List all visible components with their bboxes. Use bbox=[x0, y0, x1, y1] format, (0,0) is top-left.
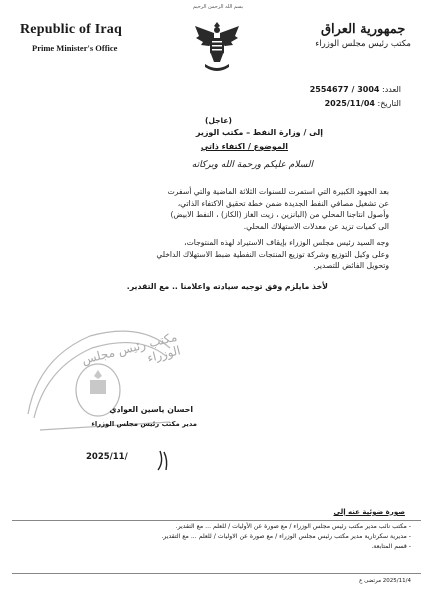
paragraph-1-line-1: بعد الجهود الكبيرة التي استمرت للسنوات الثلاثة الماضية والتي أسفرت bbox=[167, 187, 389, 196]
iraq-eagle-emblem-icon bbox=[193, 16, 241, 80]
footer-divider bbox=[12, 520, 421, 521]
letter-date bbox=[325, 99, 401, 108]
date-label: التاريخ: bbox=[377, 99, 401, 108]
country-name-ar: جمهورية العراق bbox=[320, 22, 406, 37]
paragraph-2-line-1: وجه السيد رئيس مجلس الوزراء بإيقاف الاستيراد لهذه المنتوجات، bbox=[184, 238, 389, 247]
recipient-line: إلى / وزارة النفط – مكتب الوزير bbox=[195, 128, 323, 137]
country-name-en: Republic of Iraq bbox=[20, 22, 122, 37]
bottom-note: 2025/11/4 مرتضى ع bbox=[359, 578, 411, 584]
copy-recipient-2: - مديرية سكرتارية مدير مكتب رئيس مجلس الوزراء / مع صورة عن الاوليات / للعلم ... مع التقدير. bbox=[161, 533, 411, 540]
letterhead-english bbox=[20, 22, 122, 53]
paragraph-1-line-4: الى كميات تزيد عن معدلات الاستهلاك المحلي. bbox=[243, 221, 389, 231]
greeting: السلام عليكم ورحمة الله وبركاته bbox=[191, 160, 313, 170]
paragraph-1-line-2: عن تشغيل مصافي النفط الجديدة ضمن خطة تحقيق الاكتفاء الذاتي، bbox=[177, 198, 389, 208]
copy-recipient-3: - قسم المتابعة. bbox=[371, 543, 411, 550]
letterhead-arabic bbox=[315, 22, 411, 49]
paragraph-1 bbox=[33, 186, 389, 232]
closing-line: لأخذ مايلزم وفق توجيه سيادته واعلامنا .. مع التقدير. bbox=[126, 282, 328, 291]
basmala-calligraphy: بسم الله الرحمن الرحيم bbox=[192, 4, 244, 10]
seal-text: مكتب رئيس مجلس الوزراء bbox=[80, 329, 182, 367]
office-name-ar: مكتب رئيس مجلس الوزراء bbox=[315, 39, 411, 49]
subject-line: الموضوع / اكتفاء ذاتي bbox=[200, 142, 288, 151]
number-label: العدد: bbox=[382, 85, 401, 94]
paragraph-2 bbox=[33, 237, 389, 272]
handwritten-signature bbox=[120, 448, 190, 472]
reference-number bbox=[310, 85, 401, 94]
signer-name: احسان ياسين العوادي bbox=[109, 405, 193, 414]
copy-recipient-1: - مكتب نائب مدير مكتب رئيس مجلس الوزراء / مع صورة عن الأوليات / للعلم ... مع التقدير. bbox=[175, 523, 411, 530]
paragraph-1-line-3: وأصول انتاجنا المحلي من (البانزين ، زيت الغاز (الكاز) ، النفط الابيض) bbox=[170, 210, 389, 219]
copies-heading: صورة ضوئية عنه إلى bbox=[333, 508, 405, 516]
copies-list bbox=[21, 522, 411, 552]
paragraph-2-line-2: وعلى وكيل التوزيع وشركة توزيع المنتجات النفطية ضبط الاستهلاك الداخلي bbox=[156, 249, 389, 259]
number-value: 2554677 / 3004 bbox=[309, 85, 380, 94]
bottom-divider bbox=[12, 573, 421, 574]
urgent-marker: (عاجل) bbox=[205, 116, 232, 125]
signature-date: 2025/11/ bbox=[86, 452, 128, 462]
signer-title: مدير مكتب رئيس مجلس الوزراء bbox=[91, 420, 197, 428]
paragraph-2-line-3: وتحويل الفائض للتصدير. bbox=[313, 261, 389, 270]
office-name-en: Prime Minister's Office bbox=[32, 43, 118, 53]
date-value: 2025/11/04 bbox=[324, 99, 375, 108]
